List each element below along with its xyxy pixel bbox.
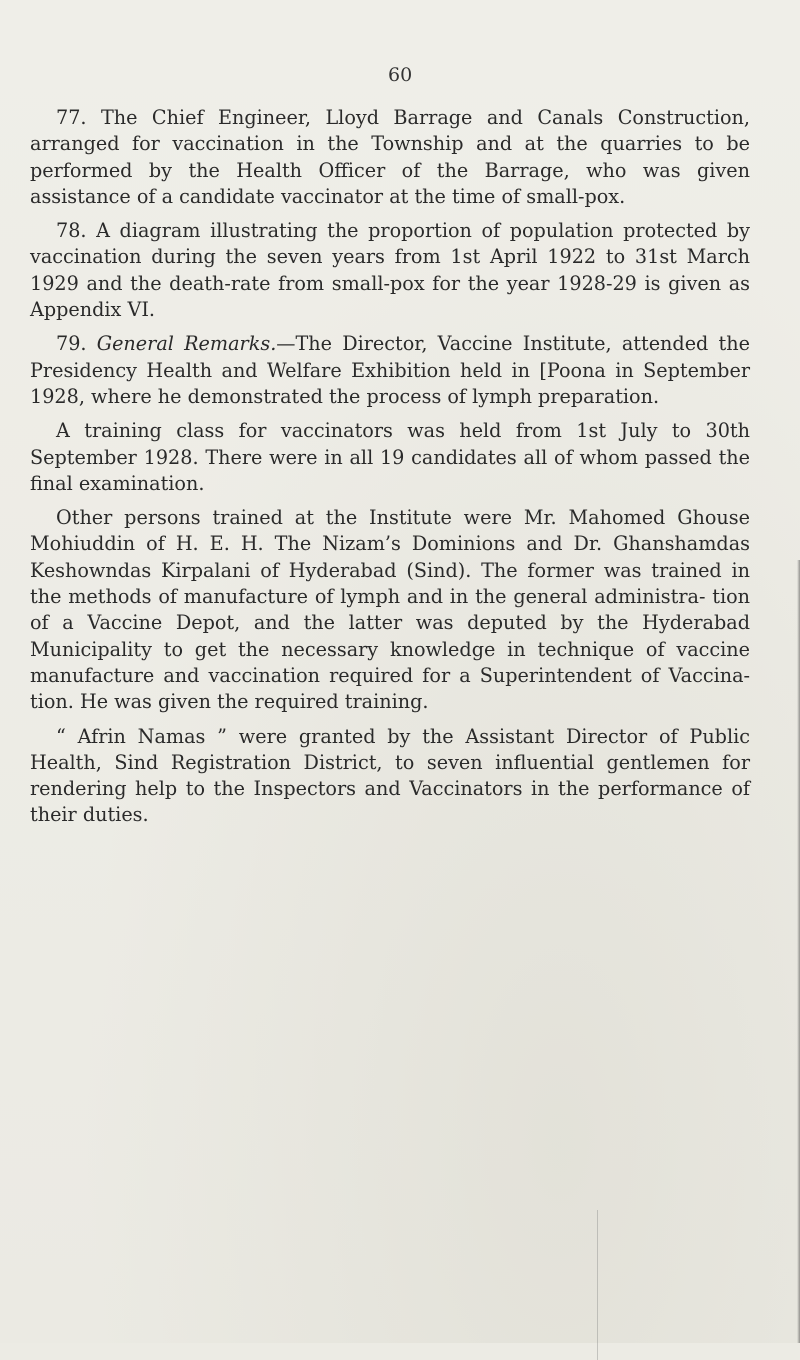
paragraph-other-persons: Other persons trained at the Institute were Mr. Mahomed Ghouse Mohiuddin of H. E. H. The Nizam’s Dominions and Dr. Ghanshamdas Keshowndas Kirpalani of Hyderabad (Sind). The former was trained in the methods of manufacture of lymph and in the general administra- tion of a Vaccine Depot, and the latter was deputed by the Hyderabad Municipality to get the necessary knowledge in technique of vaccine manufacture and vaccination required for a Superintendent of Vaccina- tion. He was given the required training. (30, 506, 750, 714)
paragraph-afrin-namas: “ Afrin Namas ” were granted by the Assistant Director of Public Health, Sind Registration District, to seven influential gentlemen for rendering help to the Inspectors and Vaccinators in the performance of their duties. (30, 724, 750, 827)
paragraph-79-text: —The Director, Vaccine Institute, attended the Presidency Health and Welfare Exhibition held in [Poona in September 1928, where he demonstrated the process of lymph preparation. (30, 332, 750, 408)
paragraph-training-class: A training class for vaccinators was held from 1st July to 30th September 1928. There were in all 19 candidates all of whom passed the final examination. (30, 419, 750, 495)
paragraph-78: 78. A diagram illustrating the proportion of population protected by vaccination during the seven years from 1st April 1922 to 31st March 1929 and the death-rate from small-pox for the year 1928-29 is given as Appendix VI. (30, 219, 750, 322)
page-number: 60 (388, 64, 413, 86)
paragraph-number: 79. (56, 332, 87, 356)
paragraph-77: 77. The Chief Engineer, Lloyd Barrage and Canals Construction, arranged for vaccination in the Township and at the quarries to be performed by the Health Officer of the Barrage, who was given assistance of a candidate vaccinator at the time of small-pox. (30, 106, 750, 208)
document-body (30, 105, 750, 837)
scan-artifact-line (597, 1210, 598, 1360)
section-heading: General Remarks. (96, 332, 277, 356)
paragraph-79 (30, 331, 750, 410)
